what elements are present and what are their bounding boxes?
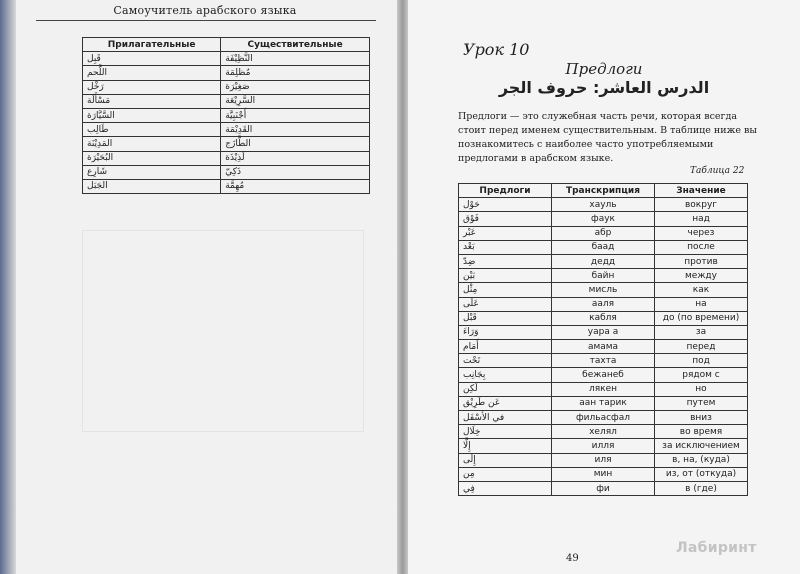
table-row	[83, 179, 370, 193]
preposition-cell: عَن طَرِيْق	[459, 396, 552, 410]
table-row	[83, 108, 370, 122]
table-row	[83, 151, 370, 165]
table-row	[83, 80, 370, 94]
noun-cell: الطَّازَج	[221, 137, 370, 151]
noun-cell: ذَكِيّ	[221, 165, 370, 179]
transcription-cell: фаук	[552, 212, 655, 226]
watermark-logo: Лабиринт	[676, 540, 757, 556]
table-row	[459, 283, 748, 297]
transcription-cell: мисль	[552, 283, 655, 297]
meaning-cell: как	[655, 283, 748, 297]
meaning-cell: через	[655, 226, 748, 240]
preposition-cell: قَبْل	[459, 311, 552, 325]
adjective-cell: مَسْأَلَة	[83, 94, 221, 108]
table-row	[83, 137, 370, 151]
preposition-cell: عَبْر	[459, 226, 552, 240]
adjective-cell: السَّيَّارَة	[83, 108, 221, 122]
preposition-cell: إِلَى	[459, 453, 552, 467]
table-row	[459, 240, 748, 254]
table-row	[459, 311, 748, 325]
table-row	[459, 325, 748, 339]
noun-cell: مُهِمَّة	[221, 179, 370, 193]
transcription-cell: абр	[552, 226, 655, 240]
meaning-cell: но	[655, 382, 748, 396]
table-row	[459, 439, 748, 453]
transcription-cell: иля	[552, 453, 655, 467]
adjective-cell: شَارِع	[83, 165, 221, 179]
transcription-cell: дедд	[552, 254, 655, 268]
adjective-cell: قَبِل	[83, 52, 221, 66]
meaning-cell: рядом с	[655, 368, 748, 382]
transcription-cell: фильасфал	[552, 411, 655, 425]
noun-cell: السَّرِيْعَة	[221, 94, 370, 108]
table-row	[459, 212, 748, 226]
adjective-cell: الجَبَل	[83, 179, 221, 193]
table-row	[459, 297, 748, 311]
transcription-cell: баад	[552, 240, 655, 254]
meaning-cell: вокруг	[655, 198, 748, 212]
preposition-cell: تَحْت	[459, 354, 552, 368]
transcription-cell: мин	[552, 467, 655, 481]
table-row	[83, 94, 370, 108]
preposition-cell: فَوْق	[459, 212, 552, 226]
preposition-cell: مِن	[459, 467, 552, 481]
meaning-cell: между	[655, 269, 748, 283]
transcription-cell: фи	[552, 481, 655, 495]
table-row	[459, 425, 748, 439]
preposition-cell: وَرَاءَ	[459, 325, 552, 339]
header-prepositions: Предлоги	[459, 184, 552, 198]
transcription-cell: илля	[552, 439, 655, 453]
preposition-cell: بِجَانِب	[459, 368, 552, 382]
preposition-cell: أَمَام	[459, 340, 552, 354]
left-page-edge	[0, 0, 16, 574]
table-header-row	[83, 38, 370, 52]
meaning-cell: за исключением	[655, 439, 748, 453]
table-row	[459, 453, 748, 467]
noun-cell: القَدِيْمَة	[221, 123, 370, 137]
header-adjectives: Прилагательные	[83, 38, 221, 52]
meaning-cell: путем	[655, 396, 748, 410]
running-head: Самоучитель арабского языка	[113, 4, 297, 17]
running-head-rule	[36, 20, 376, 21]
meaning-cell: над	[655, 212, 748, 226]
adjectives-nouns-table	[82, 37, 370, 194]
meaning-cell: против	[655, 254, 748, 268]
header-transcription: Транскрипция	[552, 184, 655, 198]
adjective-cell: رَخْل	[83, 80, 221, 94]
table-row	[459, 382, 748, 396]
table-row	[83, 123, 370, 137]
meaning-cell: под	[655, 354, 748, 368]
adjective-cell: طَالِب	[83, 123, 221, 137]
table-row	[459, 198, 748, 212]
preposition-cell: حَوْل	[459, 198, 552, 212]
preposition-cell: بَعْد	[459, 240, 552, 254]
transcription-cell: хелял	[552, 425, 655, 439]
table-header-row	[459, 184, 748, 198]
table-row	[459, 354, 748, 368]
transcription-cell: уара а	[552, 325, 655, 339]
section-title-ar: الدرس العاشر: حروف الجر	[498, 78, 710, 97]
transcription-cell: лякен	[552, 382, 655, 396]
table-row	[459, 481, 748, 495]
meaning-cell: из, от (откуда)	[655, 467, 748, 481]
adjective-cell: المَدِيْنَة	[83, 137, 221, 151]
table-row	[459, 396, 748, 410]
adjectives-nouns-body	[83, 52, 370, 194]
preposition-cell: مِثْل	[459, 283, 552, 297]
header-meaning: Значение	[655, 184, 748, 198]
preposition-cell: لَكِن	[459, 382, 552, 396]
meaning-cell: до (по времени)	[655, 311, 748, 325]
noun-cell: النَّظِيْفَة	[221, 52, 370, 66]
meaning-cell: во время	[655, 425, 748, 439]
meaning-cell: вниз	[655, 411, 748, 425]
transcription-cell: ааля	[552, 297, 655, 311]
transcription-cell: аан тарик	[552, 396, 655, 410]
table-caption: Таблица 22	[690, 166, 745, 176]
table-row	[83, 165, 370, 179]
preposition-cell: خِلَال	[459, 425, 552, 439]
header-nouns: Существительные	[221, 38, 370, 52]
prepositions-body	[459, 198, 748, 496]
table-row	[459, 411, 748, 425]
table-row	[459, 467, 748, 481]
transcription-cell: бежанеб	[552, 368, 655, 382]
section-title-ru: Предлоги	[565, 60, 643, 78]
table-row	[459, 368, 748, 382]
table-row	[83, 52, 370, 66]
transcription-cell: кабля	[552, 311, 655, 325]
transcription-cell: хауль	[552, 198, 655, 212]
table-row	[83, 66, 370, 80]
adjective-cell: اللَّحم	[83, 66, 221, 80]
prepositions-table	[458, 183, 748, 496]
preposition-cell: إِلَّا	[459, 439, 552, 453]
adjective-cell: البُحَيْرَة	[83, 151, 221, 165]
preposition-cell: في الأَسْفَل	[459, 411, 552, 425]
meaning-cell: в (где)	[655, 481, 748, 495]
preposition-cell: عَلَى	[459, 297, 552, 311]
table-row	[459, 226, 748, 240]
meaning-cell: на	[655, 297, 748, 311]
preposition-cell: فِي	[459, 481, 552, 495]
transcription-cell: тахта	[552, 354, 655, 368]
table-row	[459, 254, 748, 268]
intro-paragraph: Предлоги — это служебная часть речи, которая всегда стоит перед именем существительным. В таблице ниже вы познакомитесь с наиболее часто употребляемыми предлогами в арабском языке.	[458, 111, 757, 164]
noun-cell: لَذِيْذَة	[221, 151, 370, 165]
preposition-cell: بَيْن	[459, 269, 552, 283]
table-row	[459, 269, 748, 283]
transcription-cell: амама	[552, 340, 655, 354]
noun-cell: مُظلِمَة	[221, 66, 370, 80]
meaning-cell: перед	[655, 340, 748, 354]
noun-cell: صَغِيْرَة	[221, 80, 370, 94]
table-row	[459, 340, 748, 354]
meaning-cell: за	[655, 325, 748, 339]
bleed-through-shadow	[82, 230, 364, 432]
preposition-cell: ضِدّ	[459, 254, 552, 268]
page-number: 49	[566, 553, 579, 564]
meaning-cell: после	[655, 240, 748, 254]
noun-cell: أَجْنَبِيَّة	[221, 108, 370, 122]
lesson-title: Урок 10	[463, 40, 530, 59]
transcription-cell: байн	[552, 269, 655, 283]
meaning-cell: в, на, (куда)	[655, 453, 748, 467]
